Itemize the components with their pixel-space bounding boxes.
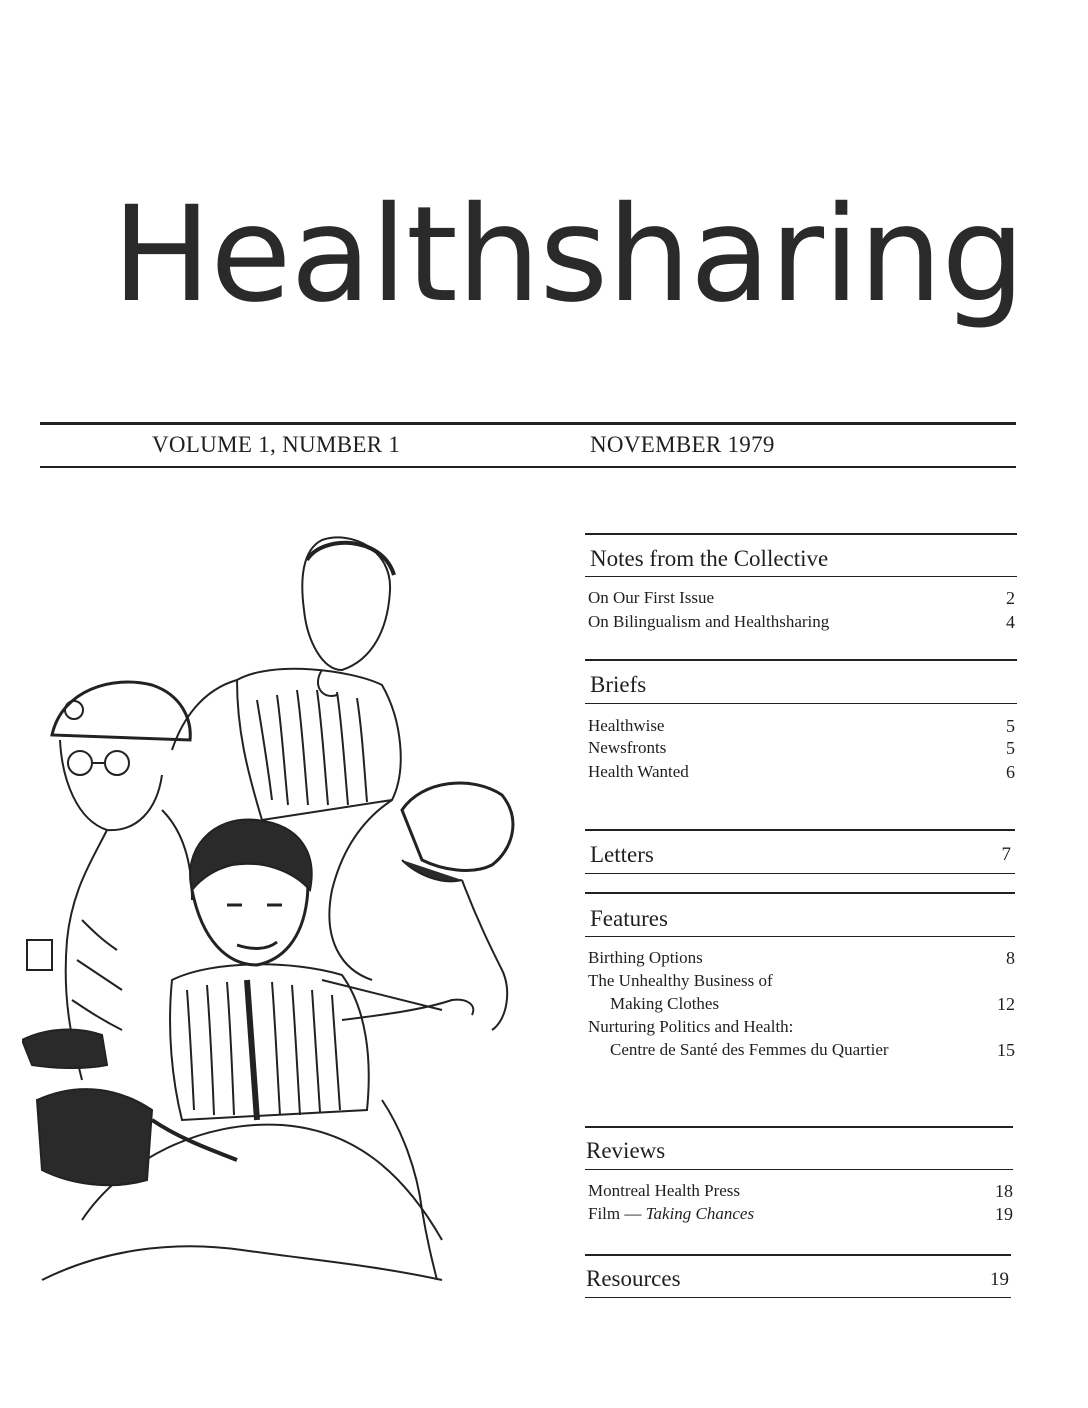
- toc-entry-page: 4: [1006, 612, 1015, 632]
- toc-entry-prefix: Film —: [588, 1204, 646, 1223]
- table-of-contents: [585, 530, 1017, 1310]
- toc-entry-title: Nurturing Politics and Health:: [588, 1017, 794, 1036]
- toc-rule: [585, 829, 1015, 831]
- toc-section-resources-title: Resources: [586, 1266, 681, 1291]
- toc-entry-title: On Bilingualism and Healthsharing: [588, 612, 830, 631]
- toc-rule: [585, 1254, 1011, 1256]
- toc-entry-page: 8: [1006, 948, 1015, 968]
- toc-entry-page: 19: [995, 1204, 1013, 1224]
- issue-volume: VOLUME 1, NUMBER 1: [152, 432, 401, 457]
- toc-rule: [585, 1126, 1013, 1128]
- toc-entry-title: Healthwise: [588, 716, 665, 735]
- toc-rule: [585, 936, 1015, 937]
- toc-rule: [585, 873, 1015, 874]
- toc-entry-page: 15: [997, 1040, 1015, 1060]
- toc-entry-title: Centre de Santé des Femmes du Quartier: [610, 1040, 889, 1059]
- toc-rule: [585, 533, 1017, 535]
- toc-entry-title-italic: Taking Chances: [645, 1204, 755, 1223]
- toc-entry-page: 18: [995, 1181, 1013, 1201]
- toc-entry-page: 2: [1006, 588, 1015, 608]
- toc-entry-title: Health Wanted: [588, 762, 689, 781]
- toc-section-letters-title: Letters: [590, 842, 654, 867]
- toc-entry-page: 5: [1006, 738, 1015, 758]
- toc-entry-title: Newsfronts: [588, 738, 667, 757]
- toc-entry-title: Birthing Options: [588, 948, 703, 967]
- issue-date: NOVEMBER 1979: [590, 432, 775, 457]
- toc-rule: [585, 1169, 1013, 1170]
- masthead-title: Healthsharing: [112, 178, 1025, 332]
- toc-entry-title: The Unhealthy Business of: [588, 971, 773, 990]
- cover-illustration: [22, 520, 542, 1290]
- toc-entry-title: Montreal Health Press: [588, 1181, 741, 1200]
- toc-rule: [585, 576, 1017, 577]
- toc-section-letters-page: 7: [1001, 844, 1011, 865]
- toc-entry-title: On Our First Issue: [588, 588, 715, 607]
- toc-entry-title: [588, 1204, 754, 1224]
- issue-bottom-rule: [40, 466, 1016, 468]
- toc-entry-page: 6: [1006, 762, 1015, 782]
- toc-section-notes-title: Notes from the Collective: [590, 546, 829, 571]
- worker-figure-helmet: [22, 682, 192, 1080]
- issue-top-rule: [40, 422, 1016, 425]
- toc-section-resources-page: 19: [990, 1269, 1009, 1290]
- toc-rule: [585, 1297, 1011, 1298]
- toc-entry-title: Making Clothes: [610, 994, 720, 1013]
- toc-section-features-title: Features: [590, 906, 668, 931]
- toc-rule: [585, 659, 1017, 661]
- toc-rule: [585, 703, 1017, 704]
- worker-figure-top: [172, 537, 401, 820]
- toc-section-reviews-title: Reviews: [586, 1138, 666, 1163]
- worker-figure-right: [322, 783, 513, 1030]
- toc-entry-page: 12: [997, 994, 1015, 1014]
- toc-section-briefs-title: Briefs: [590, 672, 647, 697]
- toc-entry-page: 5: [1006, 716, 1015, 736]
- toc-rule: [585, 892, 1015, 894]
